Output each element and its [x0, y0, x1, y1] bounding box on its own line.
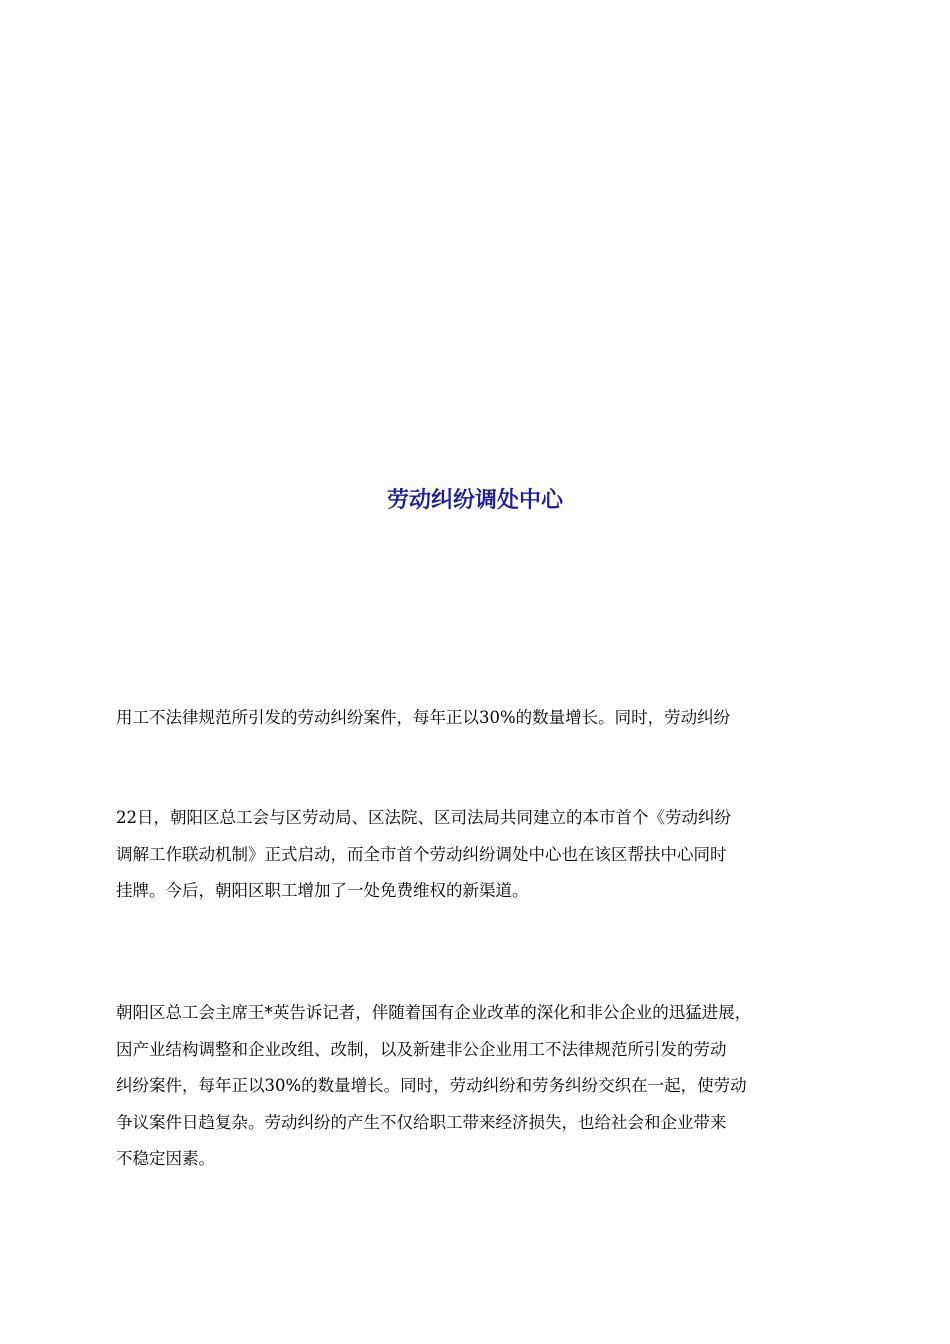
paragraph-1 — [116, 700, 856, 737]
paragraph-line: 调解工作联动机制》正式启动，而全市首个劳动纠纷调处中心也在该区帮扶中心同时 — [116, 844, 727, 864]
paragraph-line: 22日，朝阳区总工会与区劳动局、区法院、区司法局共同建立的本市首个《劳动纠纷 — [116, 808, 731, 827]
paragraph-line: 不稳定因素。 — [116, 1149, 215, 1168]
paragraph-2 — [116, 800, 856, 910]
paragraph-line: 纠纷案件，每年正以30%的数量增长。同时，劳动纠纷和劳务纠纷交织在一起，使劳动 — [116, 1076, 747, 1095]
paragraph-line: 用工不法律规范所引发的劳动纠纷案件，每年正以30%的数量增长。同时，劳动纠纷 — [116, 708, 731, 727]
paragraph-line: 朝阳区总工会主席王*英告诉记者，伴随着国有企业改革的深化和非公企业的迅猛进展， — [116, 1003, 752, 1022]
paragraph-line: 争议案件日趋复杂。劳动纠纷的产生不仅给职工带来经济损失，也给社会和企业带来 — [116, 1112, 727, 1132]
paragraph-line: 因产业结构调整和企业改组、改制，以及新建非公企业用工不法律规范所引发的劳动 — [116, 1039, 727, 1059]
paragraph-line: 挂牌。今后，朝阳区职工增加了一处免费维权的新渠道。 — [116, 881, 529, 900]
document-title: 劳动纠纷调处中心 — [386, 488, 563, 513]
paragraph-3 — [116, 995, 856, 1178]
